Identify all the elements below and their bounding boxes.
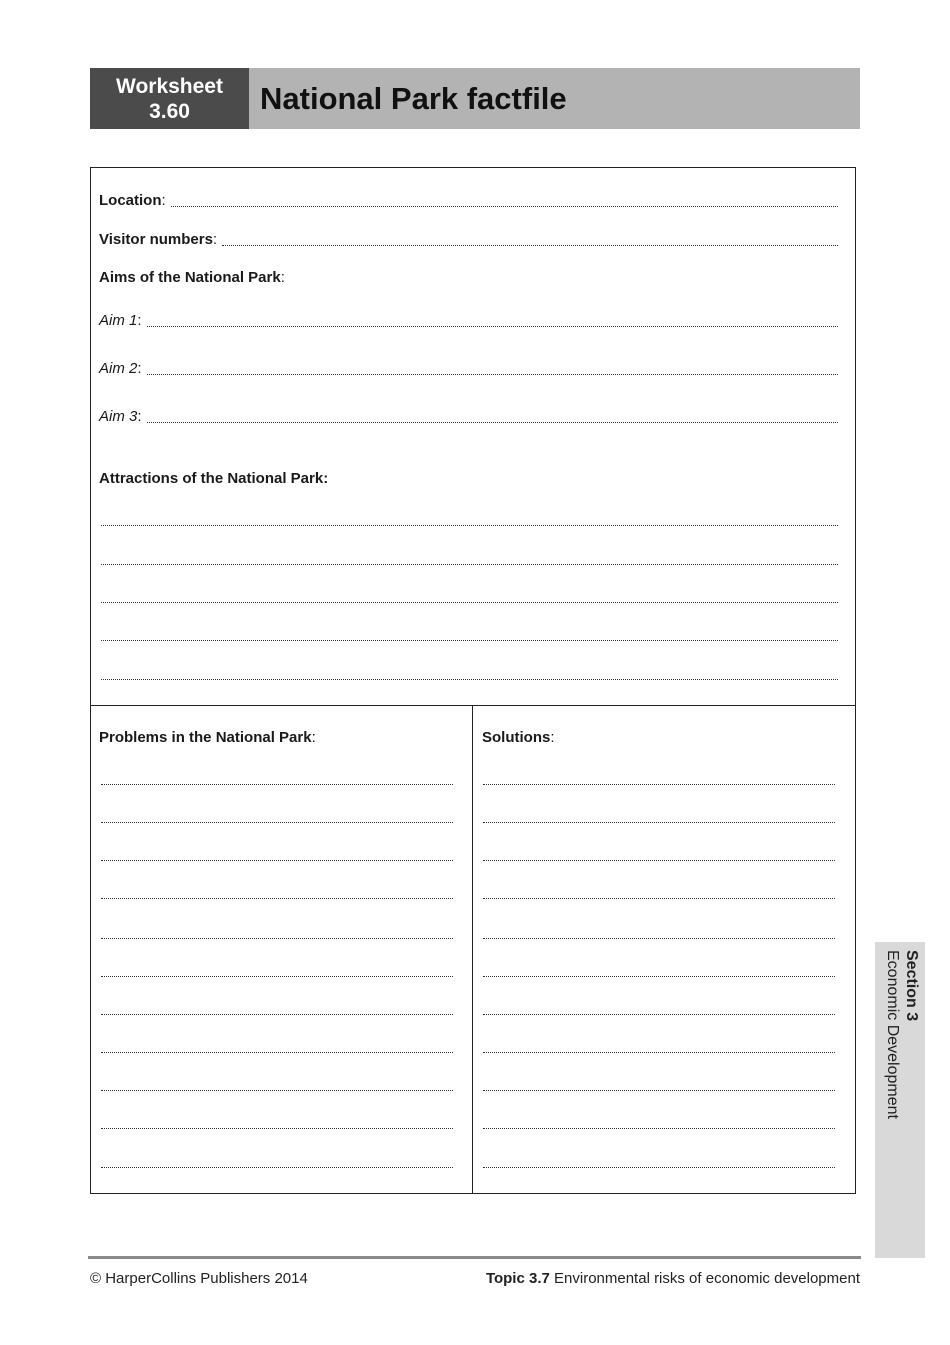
page-title: National Park factfile (260, 80, 567, 116)
visitor-numbers-input-line[interactable] (222, 245, 838, 246)
solutions-line[interactable] (483, 822, 835, 823)
aim-3-field: Aim 3: (99, 408, 838, 426)
aim-2-label: Aim 2 (99, 360, 138, 377)
aim-2-field: Aim 2: (99, 360, 838, 378)
visitor-numbers-field: Visitor numbers: (99, 231, 838, 249)
problems-line[interactable] (101, 1090, 453, 1091)
solutions-line[interactable] (483, 1052, 835, 1053)
problems-line[interactable] (101, 898, 453, 899)
location-field: Location: (99, 192, 838, 210)
topic-reference (486, 1270, 860, 1287)
attractions-line[interactable] (101, 525, 838, 526)
section-side-tab (875, 942, 925, 1258)
solutions-line[interactable] (483, 784, 835, 785)
section-label: Section 3 (903, 950, 920, 1022)
topic-text: Environmental risks of economic development (554, 1270, 860, 1287)
visitor-numbers-label: Visitor numbers (99, 231, 213, 248)
solutions-line[interactable] (483, 860, 835, 861)
attractions-line[interactable] (101, 679, 838, 680)
attractions-line[interactable] (101, 564, 838, 565)
section-subtitle: Economic Development (884, 950, 901, 1119)
worksheet-number-box (90, 68, 249, 129)
attractions-line[interactable] (101, 602, 838, 603)
problems-line[interactable] (101, 822, 453, 823)
problems-line[interactable] (101, 938, 453, 939)
aims-heading: Aims of the National Park: (99, 269, 285, 286)
solutions-line[interactable] (483, 1167, 835, 1168)
problems-heading: Problems in the National Park: (99, 729, 316, 746)
attractions-heading: Attractions of the National Park: (99, 470, 329, 487)
solutions-line[interactable] (483, 976, 835, 977)
worksheet-number: 3.60 (149, 99, 190, 123)
aim-1-label: Aim 1 (99, 312, 138, 329)
section-divider (91, 705, 855, 706)
factfile-form (90, 167, 856, 1194)
problems-line[interactable] (101, 860, 453, 861)
solutions-heading: Solutions: (482, 729, 555, 746)
aim-2-input-line[interactable] (147, 374, 838, 375)
location-input-line[interactable] (171, 206, 838, 207)
problems-line[interactable] (101, 1052, 453, 1053)
aim-1-field: Aim 1: (99, 312, 838, 330)
worksheet-header (90, 68, 860, 129)
solutions-line[interactable] (483, 1090, 835, 1091)
topic-label: Topic 3.7 (485, 1270, 550, 1287)
column-divider (472, 705, 473, 1193)
worksheet-label: Worksheet (116, 74, 223, 98)
solutions-line[interactable] (483, 1128, 835, 1129)
problems-line[interactable] (101, 1128, 453, 1129)
aim-3-input-line[interactable] (147, 422, 838, 423)
problems-line[interactable] (101, 1167, 453, 1168)
problems-line[interactable] (101, 976, 453, 977)
problems-line[interactable] (101, 1014, 453, 1015)
solutions-line[interactable] (483, 898, 835, 899)
footer-divider (88, 1256, 861, 1259)
aim-1-input-line[interactable] (147, 326, 838, 327)
page-title-box (249, 68, 860, 129)
location-label: Location (99, 192, 162, 209)
solutions-line[interactable] (483, 1014, 835, 1015)
attractions-line[interactable] (101, 640, 838, 641)
solutions-line[interactable] (483, 938, 835, 939)
aim-3-label: Aim 3 (99, 408, 138, 425)
copyright-notice: © HarperCollins Publishers 2014 (90, 1270, 308, 1287)
problems-line[interactable] (101, 784, 453, 785)
